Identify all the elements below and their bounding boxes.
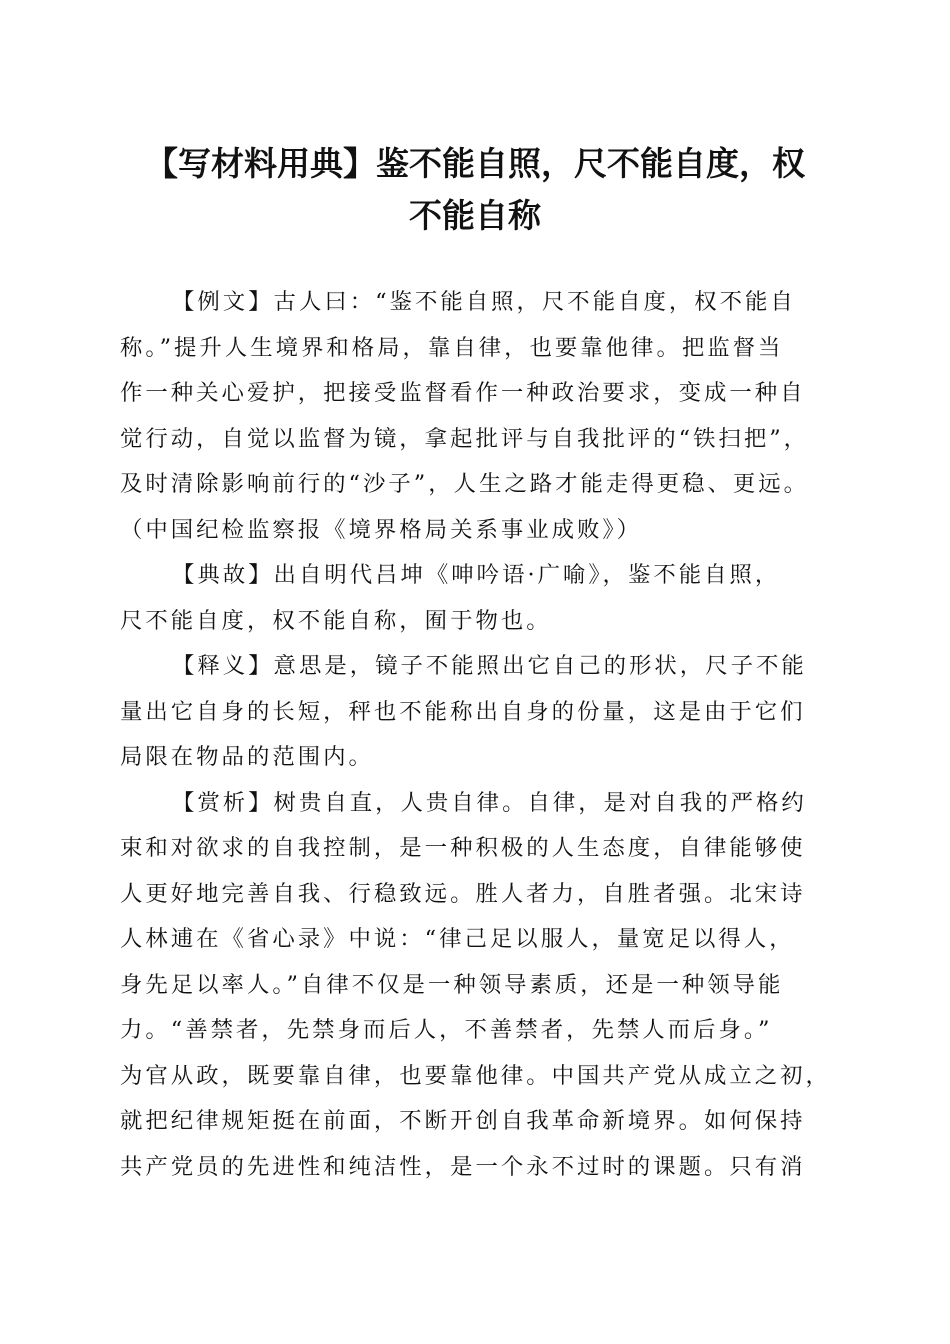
text-line: 身先足以率人。”自律不仅是一种领导素质，还是一种领导能	[120, 971, 784, 998]
text-line: 作一种关心爱护，把接受监督看作一种政治要求，变成一种自	[120, 380, 806, 406]
text-line: 束和对欲求的自我控制，是一种积极的人生态度，自律能够使	[120, 835, 806, 861]
text-line: 人更好地完善自我、行稳致远。胜人者力，自胜者强。北宋诗	[120, 880, 806, 907]
text-line: 觉行动，自觉以监督为镜，拿起批评与自我批评的“铁扫把”，	[120, 425, 810, 452]
text-line: 【赏析】树贵自直，人贵自律。自律，是对自我的严格约	[172, 789, 807, 816]
text-line: 力。“善禁者，先禁身而后人，不善禁者，先禁人而后身。”	[120, 1017, 773, 1043]
title-line-1: 【写材料用典】鉴不能自照，尺不能自度，权	[145, 144, 805, 183]
title-line-2: 不能自称	[409, 196, 541, 235]
text-line: 及时清除影响前行的“沙子”，人生之路才能走得更稳、更远。	[120, 471, 810, 497]
paragraph-example	[120, 280, 840, 553]
document-body	[120, 280, 840, 1190]
text-line: 为官从政，既要靠自律，也要靠他律。中国共产党从成立之初，	[120, 1062, 831, 1089]
paragraph-allusion	[120, 553, 840, 644]
text-line: 【典故】出自明代吕坤《呻吟语·广喻》，鉴不能自照，	[172, 562, 781, 588]
paragraph-meaning	[120, 644, 840, 781]
text-line: 就把纪律规矩挺在前面，不断开创自我革命新境界。如何保持	[120, 1108, 806, 1134]
text-line: 【例文】古人曰：“鉴不能自照，尺不能自度，权不能自	[172, 289, 796, 315]
text-line: 称。”提升人生境界和格局，靠自律，也要靠他律。把监督当	[120, 334, 784, 361]
text-line: 共产党员的先进性和纯洁性，是一个永不过时的课题。只有消	[120, 1153, 806, 1180]
text-line: 【释义】意思是，镜子不能照出它自己的形状，尺子不能	[172, 653, 807, 679]
text-line: 量出它自身的长短，秤也不能称出自身的份量，这是由于它们	[120, 698, 806, 725]
text-line: 尺不能自度，权不能自称，囿于物也。	[120, 607, 552, 634]
text-line: （中国纪检监察报《境界格局关系事业成败》）	[120, 516, 643, 543]
paragraph-appreciation	[120, 781, 840, 1191]
document-title	[100, 138, 850, 242]
text-line: 局限在物品的范围内。	[120, 744, 374, 770]
text-line: 人林逋在《省心录》中说：“律己足以服人，量宽足以得人，	[120, 926, 795, 952]
